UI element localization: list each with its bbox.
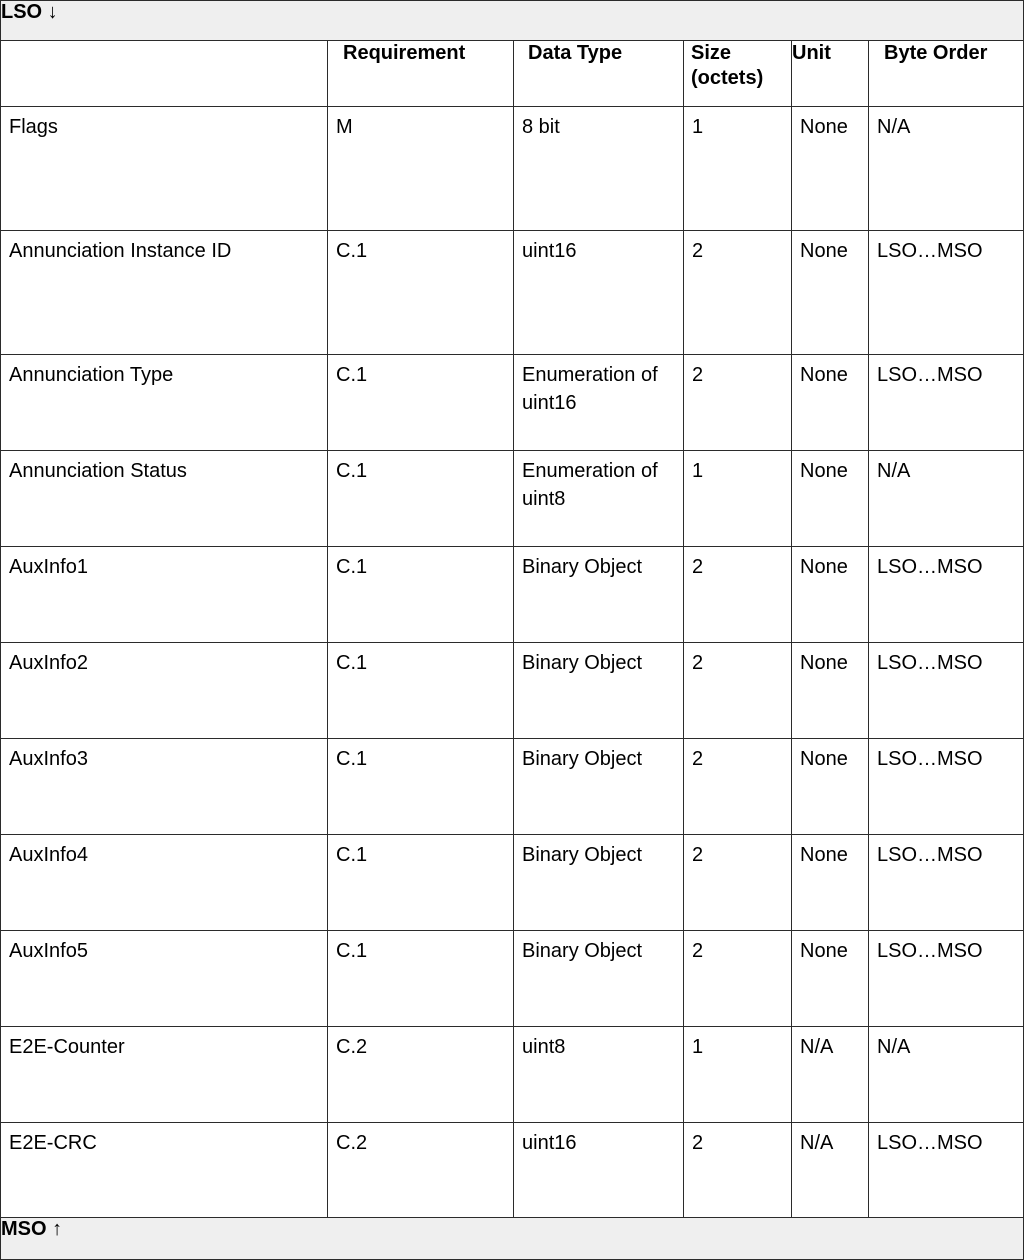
cell-data-type: 8 bit: [514, 107, 684, 231]
cell-field: Annunciation Status: [1, 451, 328, 547]
cell-requirement: C.2: [328, 1027, 514, 1123]
table-row: [1, 1027, 1024, 1123]
cell-requirement: C.1: [328, 739, 514, 835]
cell-requirement: C.1: [328, 231, 514, 355]
cell-size: 2: [684, 231, 792, 355]
cell-data-type: Binary Object: [514, 739, 684, 835]
cell-field: E2E-Counter: [1, 1027, 328, 1123]
cell-requirement: C.1: [328, 451, 514, 547]
cell-data-type: uint16: [514, 1123, 684, 1218]
cell-byte-order: LSO…MSO: [869, 1123, 1024, 1218]
cell-field: AuxInfo5: [1, 931, 328, 1027]
cell-byte-order: LSO…MSO: [869, 835, 1024, 931]
header-data-type: Data Type: [514, 41, 684, 107]
cell-byte-order: LSO…MSO: [869, 355, 1024, 451]
cell-unit: None: [792, 451, 869, 547]
table-row: [1, 1123, 1024, 1218]
cell-unit: None: [792, 547, 869, 643]
table-row: [1, 643, 1024, 739]
cell-unit: None: [792, 835, 869, 931]
cell-byte-order: LSO…MSO: [869, 739, 1024, 835]
cell-unit: None: [792, 739, 869, 835]
header-row: [1, 41, 1024, 107]
cell-byte-order: N/A: [869, 107, 1024, 231]
cell-field: Annunciation Type: [1, 355, 328, 451]
cell-size: 2: [684, 835, 792, 931]
header-requirement: Requirement: [328, 41, 514, 107]
cell-size: 1: [684, 1027, 792, 1123]
table-row: [1, 107, 1024, 231]
cell-field: AuxInfo4: [1, 835, 328, 931]
cell-unit: N/A: [792, 1027, 869, 1123]
cell-data-type: Binary Object: [514, 547, 684, 643]
cell-requirement: C.1: [328, 931, 514, 1027]
cell-size: 2: [684, 547, 792, 643]
cell-data-type: Binary Object: [514, 835, 684, 931]
cell-size: 2: [684, 739, 792, 835]
cell-requirement: C.1: [328, 835, 514, 931]
cell-unit: None: [792, 355, 869, 451]
cell-unit: None: [792, 643, 869, 739]
cell-data-type: uint8: [514, 1027, 684, 1123]
header-size-line1: Size: [691, 42, 732, 64]
cell-data-type: Binary Object: [514, 643, 684, 739]
header-size: [684, 41, 792, 107]
cell-byte-order: LSO…MSO: [869, 547, 1024, 643]
lso-band: [1, 1, 1024, 41]
table-row: [1, 231, 1024, 355]
cell-unit: None: [792, 931, 869, 1027]
cell-field: E2E-CRC: [1, 1123, 328, 1218]
cell-byte-order: N/A: [869, 1027, 1024, 1123]
cell-requirement: C.1: [328, 547, 514, 643]
cell-size: 2: [684, 931, 792, 1027]
header-field: [1, 41, 328, 107]
cell-data-type: uint16: [514, 231, 684, 355]
cell-size: 2: [684, 1123, 792, 1218]
cell-byte-order: LSO…MSO: [869, 931, 1024, 1027]
table-row: [1, 931, 1024, 1027]
cell-byte-order: LSO…MSO: [869, 231, 1024, 355]
cell-size: 2: [684, 643, 792, 739]
mso-band: [1, 1218, 1024, 1260]
cell-data-type: Binary Object: [514, 931, 684, 1027]
cell-field: Flags: [1, 107, 328, 231]
mso-label: MSO ↑: [1, 1218, 1024, 1260]
cell-unit: N/A: [792, 1123, 869, 1218]
cell-field: AuxInfo1: [1, 547, 328, 643]
cell-field: AuxInfo2: [1, 643, 328, 739]
cell-data-type: Enumeration of uint8: [514, 451, 684, 547]
cell-requirement: C.1: [328, 355, 514, 451]
cell-field: AuxInfo3: [1, 739, 328, 835]
table-row: [1, 739, 1024, 835]
cell-data-type: Enumeration of uint16: [514, 355, 684, 451]
header-byte-order: Byte Order: [869, 41, 1024, 107]
cell-requirement: M: [328, 107, 514, 231]
lso-label: LSO ↓: [1, 1, 1024, 41]
cell-size: 2: [684, 355, 792, 451]
table-row: [1, 547, 1024, 643]
cell-requirement: C.1: [328, 643, 514, 739]
cell-byte-order: N/A: [869, 451, 1024, 547]
cell-field: Annunciation Instance ID: [1, 231, 328, 355]
cell-size: 1: [684, 451, 792, 547]
cell-requirement: C.2: [328, 1123, 514, 1218]
cell-unit: None: [792, 231, 869, 355]
cell-size: 1: [684, 107, 792, 231]
table-row: [1, 451, 1024, 547]
header-unit: Unit: [792, 41, 869, 107]
table-row: [1, 835, 1024, 931]
cell-byte-order: LSO…MSO: [869, 643, 1024, 739]
table-row: [1, 355, 1024, 451]
header-size-line2: (octets): [691, 67, 764, 89]
cell-unit: None: [792, 107, 869, 231]
